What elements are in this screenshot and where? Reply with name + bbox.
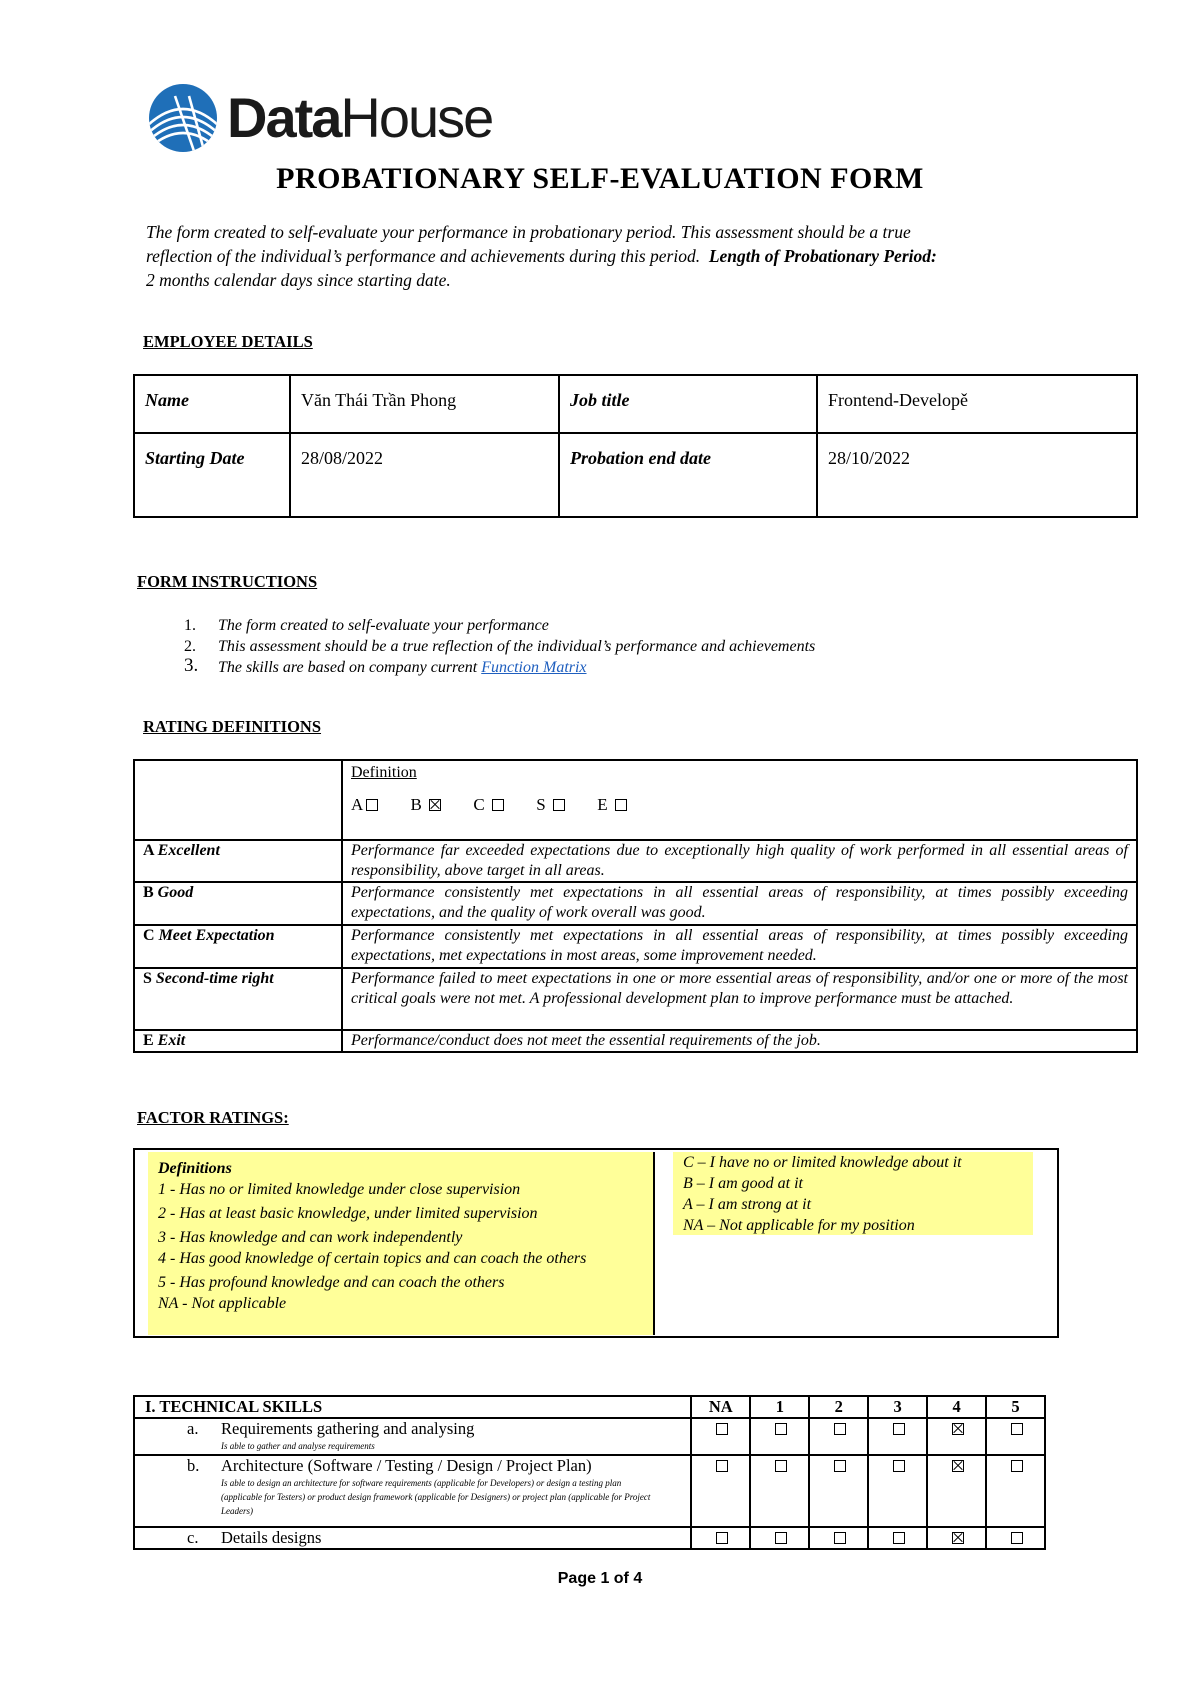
scale-definition: 3 - Has knowledge and can work independently bbox=[158, 1229, 463, 1246]
intro-probation-length-label: Length of Probationary Period: bbox=[708, 246, 937, 266]
intro-line-2: reflection of the individual’s performance and achievements during this period. bbox=[146, 246, 701, 266]
letter-scale-definitions bbox=[673, 1152, 1033, 1235]
job-title-label: Job title bbox=[559, 375, 817, 433]
column-header: 4 bbox=[927, 1396, 986, 1418]
starting-date-value[interactable]: 28/08/2022 bbox=[290, 433, 559, 517]
rating-choice-group bbox=[351, 795, 1128, 815]
definitions-title: Definitions bbox=[158, 1160, 232, 1177]
scale-definition: 4 - Has good knowledge of certain topics and can coach the others bbox=[158, 1250, 587, 1267]
rating-checkbox[interactable] bbox=[716, 1460, 728, 1472]
scale-definition: 5 - Has profound knowledge and can coach the others bbox=[158, 1274, 505, 1291]
rating-definitions-heading: RATING DEFINITIONS bbox=[143, 717, 322, 736]
table-row: a. Requirements gathering and analysing Is able to gather and analyse requirements bbox=[134, 1418, 1045, 1455]
rating-checkbox[interactable] bbox=[1011, 1423, 1023, 1435]
job-title-value[interactable]: Frontend-Developě bbox=[817, 375, 1137, 433]
instruction-item: 2. This assessment should be a true reflection of the individual’s performance and achievements bbox=[184, 638, 816, 655]
form-instructions-heading: FORM INSTRUCTIONS bbox=[137, 572, 318, 591]
rating-checkbox[interactable] bbox=[893, 1460, 905, 1472]
rating-choice-e[interactable]: E bbox=[597, 795, 627, 814]
factor-ratings-box bbox=[133, 1148, 1059, 1338]
rating-checkbox[interactable] bbox=[834, 1460, 846, 1472]
rating-row-exit: E Exit Performance/conduct does not meet the essential requirements of the job. bbox=[134, 1030, 1137, 1052]
probation-end-date-label: Probation end date bbox=[559, 433, 817, 517]
checkbox-icon bbox=[615, 799, 627, 811]
rating-checkbox[interactable] bbox=[775, 1532, 787, 1544]
page-title: PROBATIONARY SELF-EVALUATION FORM bbox=[276, 162, 924, 195]
intro-paragraph bbox=[146, 220, 1066, 292]
intro-line-1: The form created to self-evaluate your performance in probationary period. This assessment should be a true bbox=[146, 222, 911, 242]
name-label: Name bbox=[134, 375, 290, 433]
rating-checkbox-checked[interactable] bbox=[952, 1460, 964, 1472]
checked-checkbox-icon bbox=[429, 799, 441, 811]
column-header: 5 bbox=[986, 1396, 1045, 1418]
checkbox-icon bbox=[492, 799, 504, 811]
rating-checkbox[interactable] bbox=[834, 1423, 846, 1435]
rating-row-excellent: A Excellent Performance far exceeded expectations due to exceptionally high quality of work performed in all essential areas of responsibility, above target in all areas. bbox=[134, 840, 1137, 882]
rating-choice-s[interactable]: S bbox=[536, 795, 565, 814]
rating-choice-c[interactable]: C bbox=[473, 795, 504, 814]
skill-title: Details designs bbox=[221, 1528, 322, 1547]
definition-label: Definition bbox=[351, 764, 417, 781]
probation-end-date-value[interactable]: 28/10/2022 bbox=[817, 433, 1137, 517]
rating-checkbox[interactable] bbox=[893, 1532, 905, 1544]
rating-checkbox-checked[interactable] bbox=[952, 1423, 964, 1435]
checkbox-icon bbox=[366, 799, 378, 811]
skill-title: Architecture (Software / Testing / Design / Project Plan) bbox=[221, 1456, 592, 1475]
rating-choice-b[interactable]: B bbox=[411, 795, 442, 814]
technical-skills-heading: I. TECHNICAL SKILLS bbox=[134, 1396, 691, 1418]
letter-definition: NA – Not applicable for my position bbox=[683, 1217, 915, 1234]
rating-checkbox[interactable] bbox=[775, 1423, 787, 1435]
scale-definition: 1 - Has no or limited knowledge under close supervision bbox=[158, 1181, 521, 1198]
letter-definition: C – I have no or limited knowledge about it bbox=[683, 1154, 962, 1171]
scale-definition: NA - Not applicable bbox=[158, 1295, 287, 1312]
rating-checkbox[interactable] bbox=[834, 1532, 846, 1544]
rating-checkbox[interactable] bbox=[1011, 1532, 1023, 1544]
rating-checkbox[interactable] bbox=[716, 1423, 728, 1435]
rating-row-good: B Good Performance consistently met expectations in all essential areas of responsibility, at times possibly exceeding expectations, and the quality of work overall was good. bbox=[134, 882, 1137, 925]
table-row: c. Details designs bbox=[134, 1527, 1045, 1549]
factor-ratings-heading: FACTOR RATINGS: bbox=[137, 1108, 289, 1127]
rating-corner-cell bbox=[134, 760, 342, 840]
skill-title: Requirements gathering and analysing bbox=[221, 1419, 475, 1438]
rating-choice-a[interactable]: A bbox=[351, 795, 378, 814]
function-matrix-link[interactable]: Function Matrix bbox=[481, 659, 587, 676]
checkbox-icon bbox=[553, 799, 565, 811]
employee-details-table bbox=[133, 374, 1138, 518]
name-value[interactable]: Văn Thái Trần Phong bbox=[290, 375, 559, 433]
employee-details-heading: EMPLOYEE DETAILS bbox=[143, 332, 313, 351]
instruction-item: 3. The skills are based on company current Function Matrix bbox=[184, 655, 587, 676]
rating-definitions-table bbox=[133, 759, 1138, 1053]
instruction-item: 1. The form created to self-evaluate your performance bbox=[184, 617, 549, 634]
page-number: Page 1 of 4 bbox=[557, 1570, 643, 1587]
letter-definition: B – I am good at it bbox=[683, 1175, 803, 1192]
column-header: 2 bbox=[809, 1396, 868, 1418]
skill-description: Is able to gather and analyse requirements bbox=[221, 1441, 375, 1451]
column-header: NA bbox=[691, 1396, 750, 1418]
rating-checkbox[interactable] bbox=[1011, 1460, 1023, 1472]
table-row: b. Architecture (Software / Testing / Design / Project Plan) Is able to design an architecture for software requirements (applicable for Developers) or design a testing plan (applicable for Testers) or product design framework (applicable for Designers) or project plan (applicable for Project Leaders) bbox=[134, 1455, 1045, 1527]
rating-row-second-time-right: S Second-time right Performance failed to meet expectations in one or more essential areas of responsibility, and/or one or more of the most critical goals were not met. A professional development plan to improve performance must be attached. bbox=[134, 968, 1137, 1030]
starting-date-label: Starting Date bbox=[134, 433, 290, 517]
technical-skills-table bbox=[133, 1395, 1046, 1550]
rating-row-meet-expectation: C Meet Expectation Performance consistently met expectations in all essential areas of responsibility, at times possibly exceeding expectations, met expectations in most areas, some improvement needed. bbox=[134, 925, 1137, 968]
rating-checkbox[interactable] bbox=[716, 1532, 728, 1544]
numeric-scale-definitions bbox=[148, 1152, 655, 1335]
datahouse-logo-icon bbox=[145, 82, 223, 154]
letter-definition: A – I am strong at it bbox=[683, 1196, 812, 1213]
rating-checkbox-checked[interactable] bbox=[952, 1532, 964, 1544]
logo-wordmark: DataHouse bbox=[227, 86, 493, 149]
column-header: 1 bbox=[750, 1396, 809, 1418]
instructions-list bbox=[180, 615, 815, 678]
intro-line-3: 2 months calendar days since starting date. bbox=[146, 270, 451, 290]
skill-description: Is able to design an architecture for software requirements (applicable for Developers) or design a testing plan (applicable for Testers) or product design framework (applicable for Designers) or project plan (applicable for Project Leaders) bbox=[221, 1478, 651, 1516]
scale-definition: 2 - Has at least basic knowledge, under limited supervision bbox=[158, 1205, 538, 1222]
company-logo bbox=[145, 82, 510, 154]
rating-checkbox[interactable] bbox=[893, 1423, 905, 1435]
column-header: 3 bbox=[868, 1396, 927, 1418]
rating-checkbox[interactable] bbox=[775, 1460, 787, 1472]
